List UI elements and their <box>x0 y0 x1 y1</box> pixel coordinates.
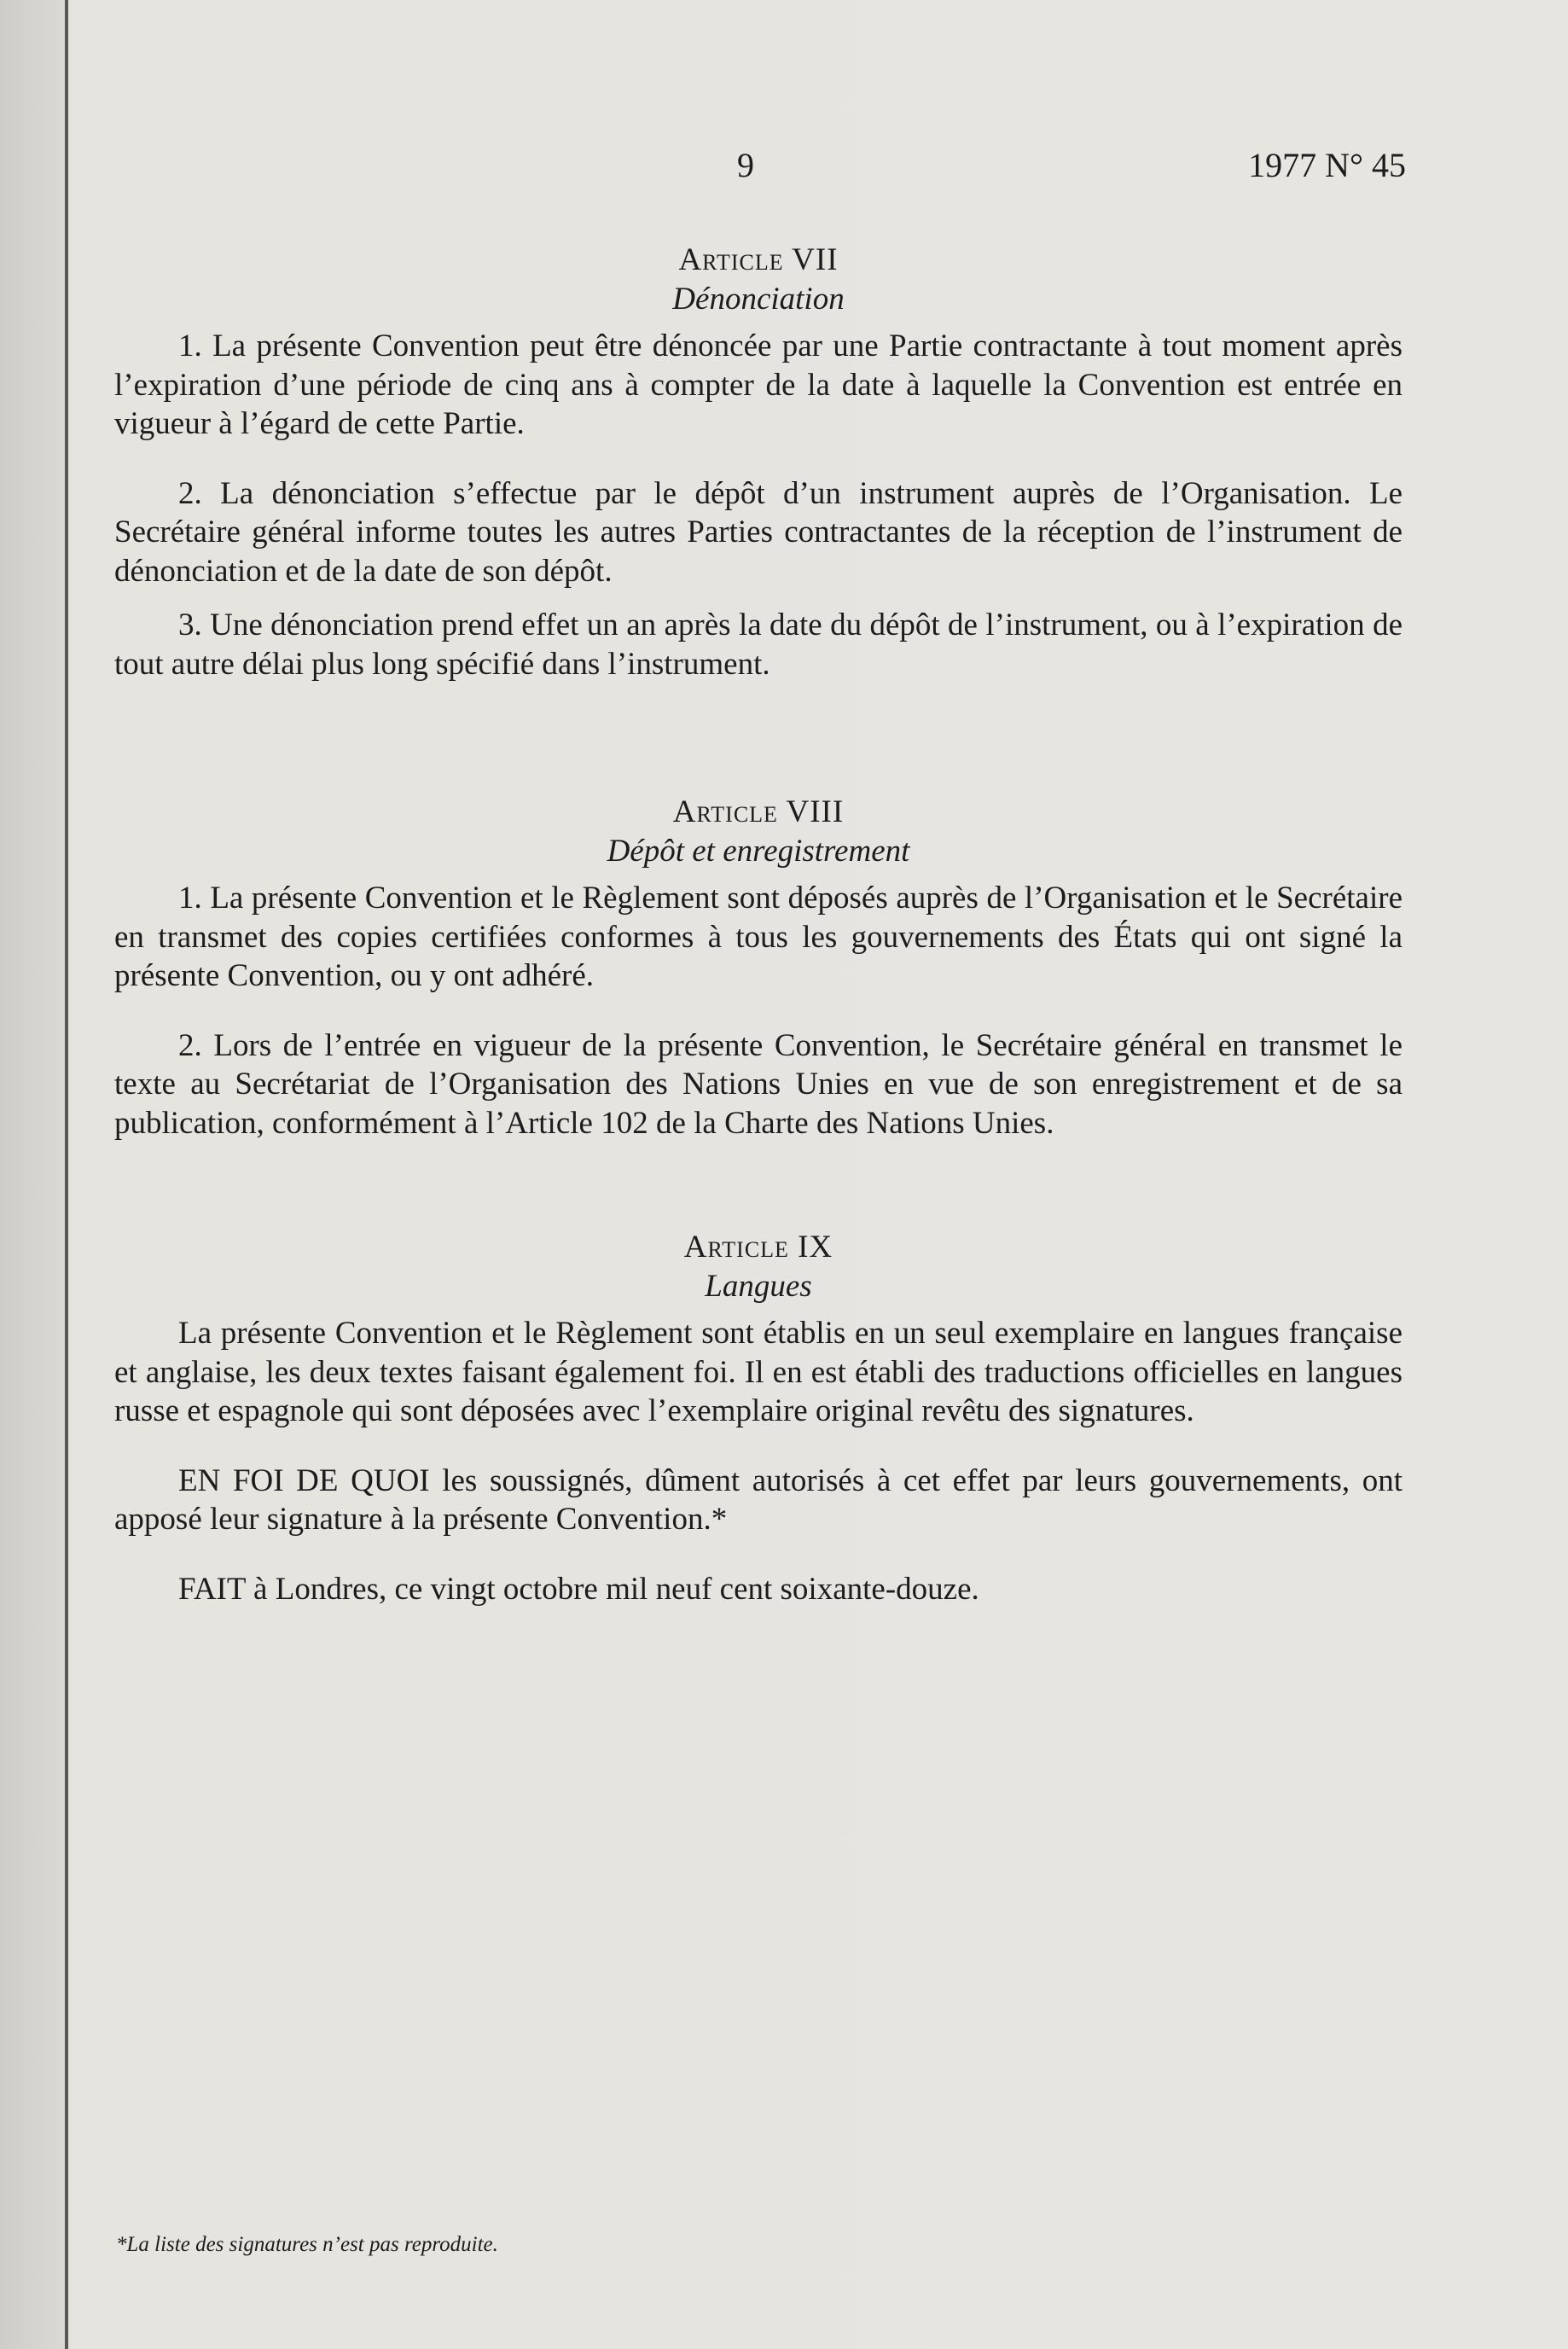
article-title: Article VII <box>678 242 839 277</box>
paragraph: 2. La dénonciation s’effectue par le dépôt d’un instrument auprès de l’Organisation. Le Secrétaire général informe toutes les autres Parties contractantes de la réception de l’instrument de dénonciation et de la date de son dépôt. <box>114 475 1402 589</box>
article-viii <box>114 793 1402 1143</box>
paragraph: La présente Convention et le Règlement sont établis en un seul exemplaire en langues française et anglaise, les deux textes faisant également foi. Il en est établi des traductions officielles en langues russe et espagnole qui sont déposées avec l’exemplaire original revêtu des signatures. <box>114 1316 1402 1428</box>
article-title: Article VIII <box>672 794 845 829</box>
paragraph: 2. Lors de l’entrée en vigueur de la présente Convention, le Secrétaire général en transmet le texte au Secrétariat de l’Organisation des Nations Unies en vue de son enregistrement et de sa publication, conformément à l’Article 102 de la Charte des Nations Unies. <box>114 1027 1402 1141</box>
binding-edge <box>65 0 68 2349</box>
paragraph: 1. La présente Convention peut être dénoncée par une Partie contractante à tout moment après l’expiration d’une période de cinq ans à compter de la date à laquelle la Convention est entrée en vigueur à l’égard de cette Partie. <box>114 329 1402 441</box>
page-number: 9 <box>737 146 754 184</box>
binding-shadow <box>0 0 65 2349</box>
body-text <box>114 241 1402 1608</box>
journal-reference: 1977 N° 45 <box>1248 146 1406 184</box>
paragraph: 3. Une dénonciation prend effet un an après la date du dépôt de l’instrument, ou à l’expiration de tout autre délai plus long spécifié dans l’instrument. <box>114 608 1402 682</box>
article-ix <box>114 1228 1402 1431</box>
done-at-clause: FAIT à Londres, ce vingt octobre mil neuf cent soixante-douze. <box>178 1571 979 1607</box>
article-title: Article IX <box>683 1230 833 1265</box>
witness-clause: EN FOI DE QUOI les soussignés, dûment autorisés à cet effet par leurs gouvernements, ont apposé leur signature à la présente Convention.* <box>114 1462 1402 1537</box>
article-subtitle: Langues <box>705 1268 812 1304</box>
paragraph: 1. La présente Convention et le Règlement sont déposés auprès de l’Organisation et le Secrétaire en transmet des copies certifiées conformes à tous les gouvernements des États qui ont signé la présente Convention, ou y ont adhéré. <box>114 881 1402 993</box>
footnote: *La liste des signatures n’est pas reproduite. <box>116 2233 498 2256</box>
article-vii <box>114 241 1402 683</box>
article-subtitle: Dénonciation <box>672 281 845 317</box>
page-header <box>0 145 1568 196</box>
article-subtitle: Dépôt et enregistrement <box>607 833 910 869</box>
